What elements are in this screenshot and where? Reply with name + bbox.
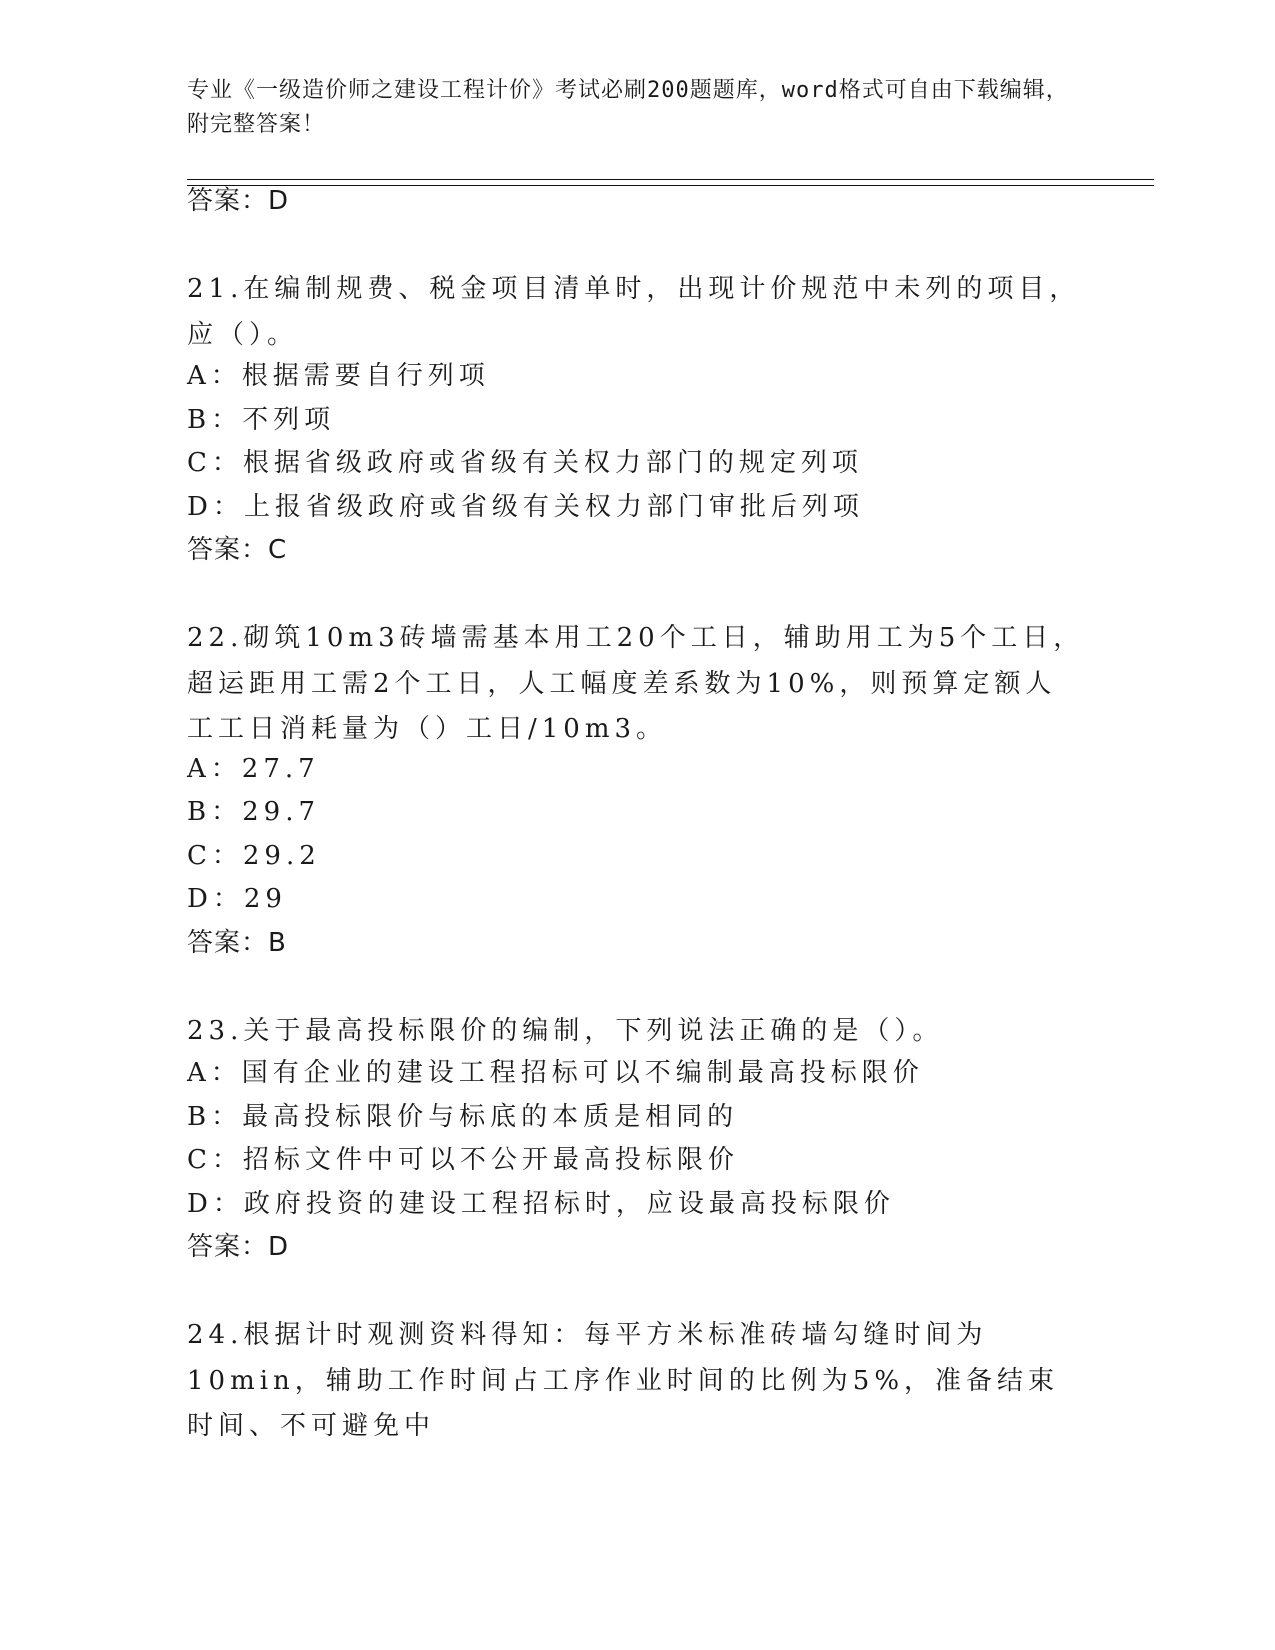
document-header: 专业《一级造价师之建设工程计价》考试必刷200题题库，word格式可自由下载编辑，附完整答案！	[187, 78, 1069, 137]
option-21-d: D：上报省级政府或省级有关权力部门审批后列项	[187, 492, 864, 522]
question-21: 21.在编制规费、税金项目清单时，出现计价规范中未列的项目，应（）。	[187, 274, 1081, 350]
answer-21: 答案：C	[187, 535, 288, 565]
answer-20: 答案：D	[187, 186, 290, 216]
option-21-b: B：不列项	[187, 405, 336, 435]
question-22: 22.砌筑10m3砖墙需基本用工20个工日，辅助用工为5个工日，超运距用工需2个工日，人工幅度差系数为10%，则预算定额人工工日消耗量为（）工日/10m3。	[187, 623, 1085, 744]
question-23: 23.关于最高投标限价的编制，下列说法正确的是（）。	[187, 1016, 944, 1046]
option-21-a: A：根据需要自行列项	[187, 361, 490, 391]
option-23-d: D：政府投资的建设工程招标时，应设最高投标限价	[187, 1189, 895, 1219]
option-23-b: B：最高投标限价与标底的本质是相同的	[187, 1102, 739, 1132]
answer-23: 答案：D	[187, 1232, 290, 1262]
option-21-c: C：根据省级政府或省级有关权力部门的规定列项	[187, 448, 863, 478]
header-divider-top	[187, 179, 1154, 180]
option-22-d: D：29	[187, 884, 287, 914]
option-22-a: A：27.7	[187, 754, 320, 784]
header-divider-bottom	[187, 185, 1154, 186]
option-22-b: B：29.7	[187, 797, 320, 827]
answer-22: 答案：B	[187, 928, 287, 958]
option-22-c: C：29.2	[187, 841, 321, 871]
option-23-a: A：国有企业的建设工程招标可以不编制最高投标限价	[187, 1058, 924, 1088]
option-23-c: C：招标文件中可以不公开最高投标限价	[187, 1145, 739, 1175]
question-24: 24.根据计时观测资料得知：每平方米标准砖墙勾缝时间为10min，辅助工作时间占工序作业时间的比例为5%，准备结束时间、不可避免中	[187, 1320, 1060, 1441]
